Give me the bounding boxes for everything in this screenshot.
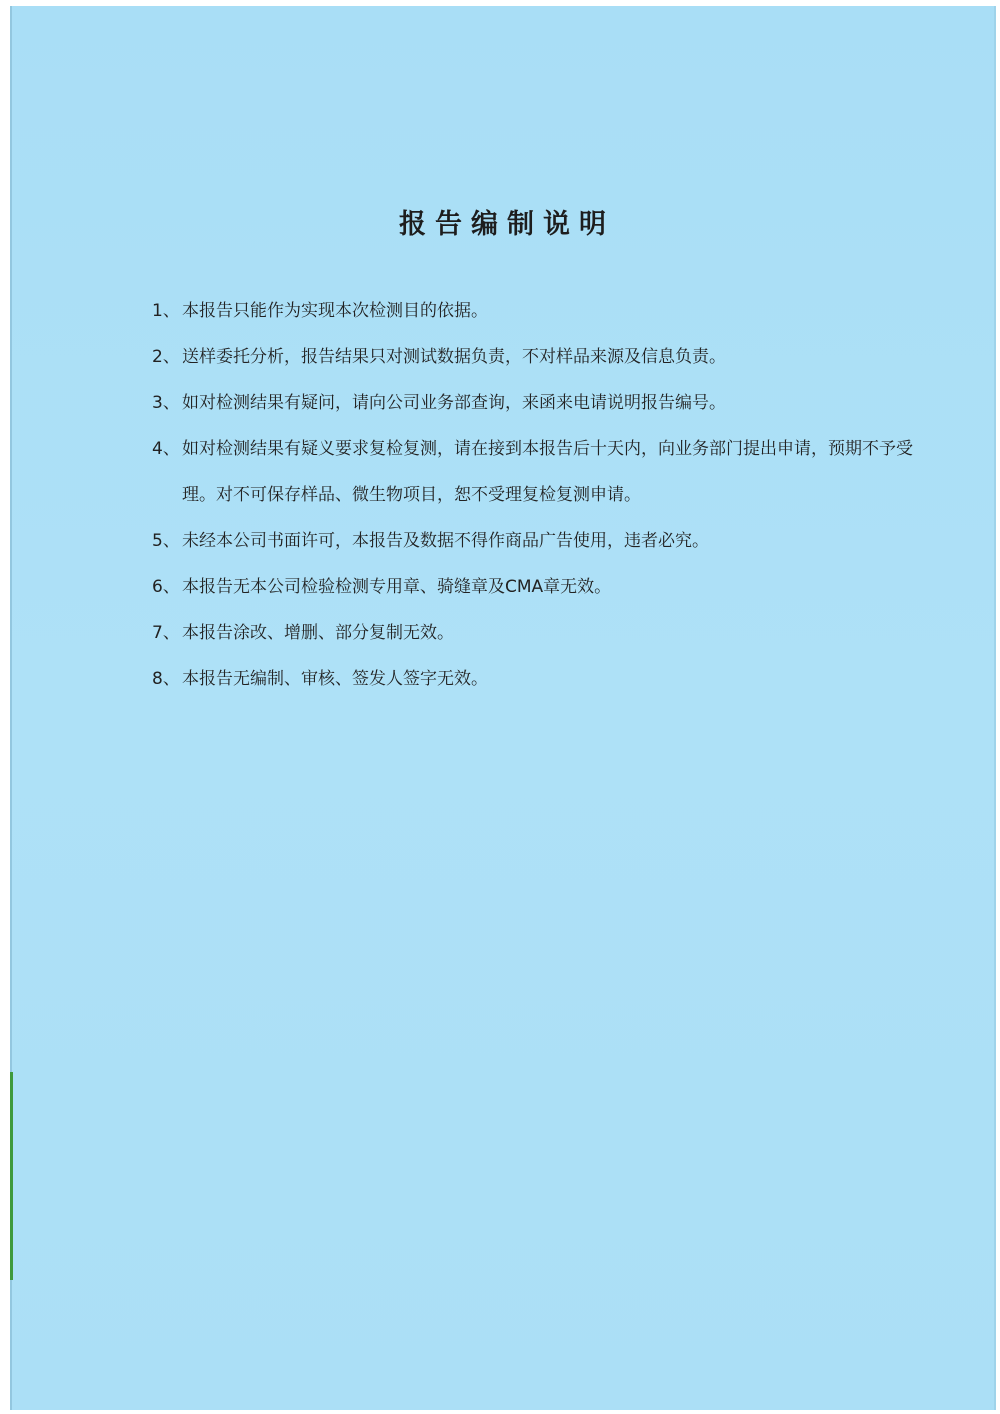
note-item bbox=[152, 610, 932, 656]
note-text: 本报告无本公司检验检测专用章、骑缝章及CMA章无效。 bbox=[182, 577, 612, 597]
note-number: 6、 bbox=[152, 577, 180, 597]
note-text: 本报告涂改、增删、部分复制无效。 bbox=[182, 623, 454, 643]
note-text: 送样委托分析，报告结果只对测试数据负责，不对样品来源及信息负责。 bbox=[182, 347, 726, 367]
note-number: 5、 bbox=[152, 531, 180, 551]
binding-strip bbox=[10, 1072, 13, 1280]
note-text: 未经本公司书面许可，本报告及数据不得作商品广告使用，违者必究。 bbox=[182, 531, 709, 551]
note-number: 3、 bbox=[152, 393, 180, 413]
note-number: 2、 bbox=[152, 347, 180, 367]
note-item bbox=[152, 334, 932, 380]
note-number: 8、 bbox=[152, 669, 180, 689]
page-title: 报告编制说明 bbox=[399, 209, 615, 240]
note-number: 4、 bbox=[152, 439, 180, 459]
note-item bbox=[152, 288, 932, 334]
note-number: 1、 bbox=[152, 301, 180, 321]
note-item bbox=[152, 426, 932, 518]
note-item bbox=[152, 656, 932, 702]
note-text: 本报告无编制、审核、签发人签字无效。 bbox=[182, 669, 488, 689]
note-text: 本报告只能作为实现本次检测目的依据。 bbox=[182, 301, 488, 321]
notes-list bbox=[152, 288, 932, 702]
note-item bbox=[152, 564, 932, 610]
note-number: 7、 bbox=[152, 623, 180, 643]
note-text: 如对检测结果有疑问，请向公司业务部查询，来函来电请说明报告编号。 bbox=[182, 393, 726, 413]
note-item bbox=[152, 518, 932, 564]
note-text: 如对检测结果有疑义要求复检复测，请在接到本报告后十天内，向业务部门提出申请，预期不予受理。对不可保存样品、微生物项目，恕不受理复检复测申请。 bbox=[182, 439, 913, 505]
note-item bbox=[152, 380, 932, 426]
